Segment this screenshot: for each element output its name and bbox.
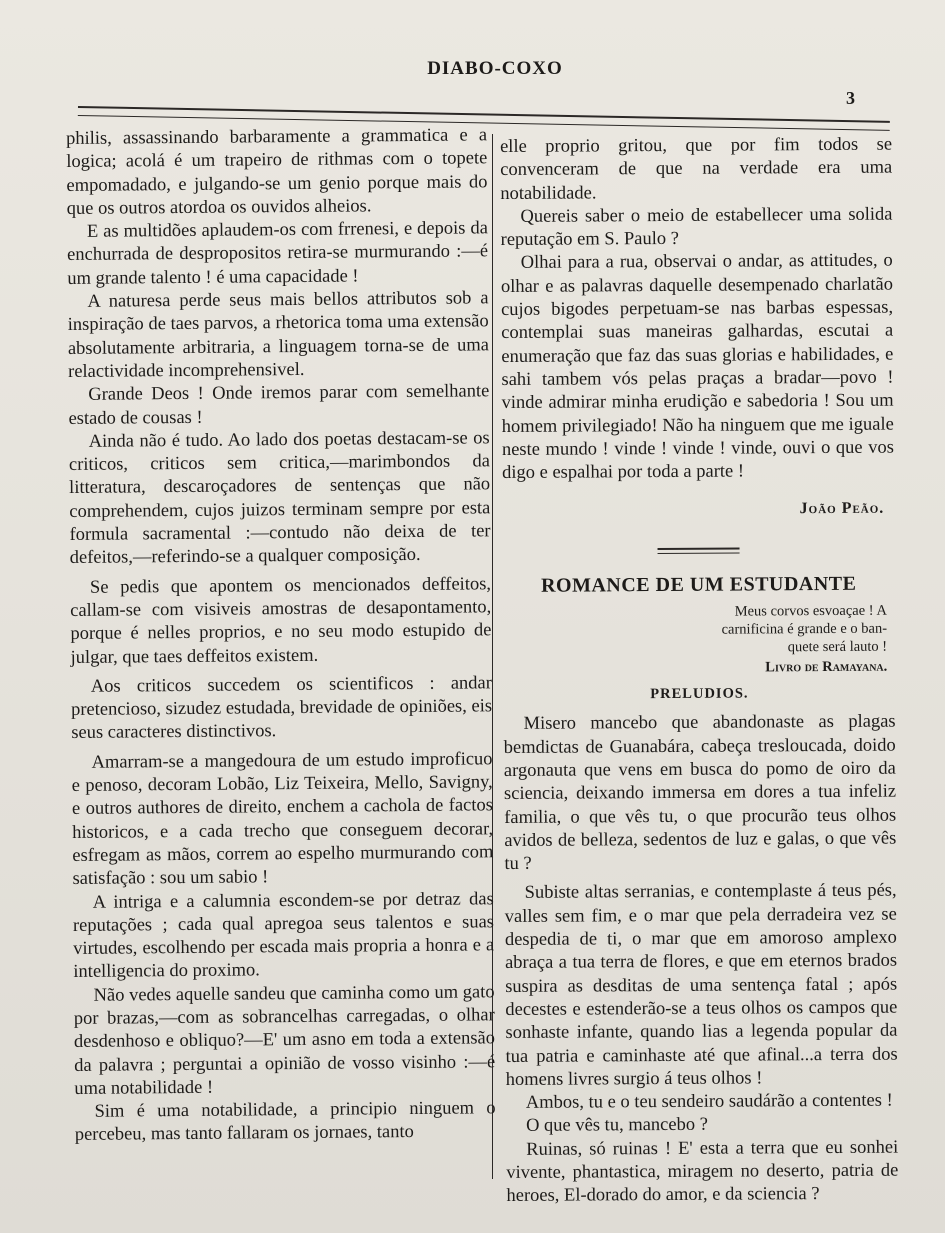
paragraph: elle proprio gritou, que por fim todos se convenceram de que na verdade era uma notabilidade. — [500, 134, 893, 204]
right-column — [500, 134, 899, 1209]
epigraph-source: Livro de Ramayana. — [765, 658, 888, 676]
paragraph: Ambos, tu e o teu sendeiro saudárão a contentes ! — [525, 1090, 893, 1113]
paragraph: Aos criticos succedem os scientificos : andar pretencioso, sizudez estudada, brevidade de opiniões, eis seus caracteres distinctivos. — [70, 673, 493, 744]
paragraph: A intriga e a calumnia escondem-se por detraz das reputações ; cada qual apregoa seus talentos e suas virtudes, escolhendo per escada mais propria a honra e a intelligencia do proximo. — [72, 888, 495, 983]
paragraph: Não vedes aquelle sandeu que caminha como um gato por brazas,—com as sobrancelhas carregadas, o olhar desdenhoso e obliquo?—E' um asno em toda a extensão da palavra ; perguntai a opinião de vosso visinho :—é uma notabilidade ! — [73, 981, 496, 1099]
epigraph-line: quete será lauto ! — [787, 638, 888, 656]
epigraph-line: Meus corvos esvoaçae ! A — [734, 602, 887, 620]
paragraph: O que vês tu, mancebo ? — [525, 1115, 708, 1137]
paragraph: Grande Deos ! Onde iremos parar com semelhante estado de cousas ! — [68, 381, 490, 429]
page-number: 3 — [846, 88, 855, 108]
epigraph — [503, 602, 895, 678]
paragraph: Quereis saber o meio de estabellecer uma solida reputação em S. Paulo ? — [500, 204, 893, 251]
paragraph: Sim é uma notabilidade, a principio ninguem o percebeu, mas tanto fallaram os jornaes, tanto — [74, 1098, 496, 1146]
paragraph: E as multidões aplaudem-os com frrenesi, e depois da enchurrada de despropositos retira-se murmurando :—é um grande talento ! é uma capacidade ! — [67, 218, 489, 289]
masthead-title: DIABO-COXO — [427, 58, 563, 79]
left-column — [66, 124, 496, 1147]
paragraph: Olhai para a rua, observai o andar, as attitudes, o olhar e as palavras daquelle desempenado charlatão cujos bigodes perpetuam-se nas barbas espessas, contemplai suas maneiras galhardas, escutai a enumeração que faz das suas glorias e habilidades, e sahi tambem vós pelas praças a bradar—povo ! vinde admirar minha erudição e sabedoria ! Sou um homem privilegiado! Não ha ninguem que me iguale neste mundo ! vinde ! vinde ! vinde, ouvi o que vos digo e espalhai por toda a parte ! — [500, 251, 894, 484]
paragraph: philis, assassinando barbaramente a grammatica e a logica; acolá é um trapeiro de rithmas com o topete empomadado, e julgando-se um genio porque mais do que os outros atordoa os ouvidos alheios. — [66, 125, 488, 219]
section-title: ROMANCE DE UM ESTUDANTE — [540, 572, 857, 597]
section-divider — [658, 547, 740, 554]
paragraph: Ruinas, só ruinas ! E' esta a terra que eu sonhei vivente, phantastica, miragem no deserto, patria de heroes, El-dorado do amor, e da sciencia ? — [506, 1137, 899, 1207]
paragraph: Ainda não é tudo. Ao lado dos poetas destacam-se os criticos, criticos sem critica,—marimbondos da litteratura, descaroçadores de sentenças que não comprehendem, cujos juizos terminam sempre por esta formula sacramental :—contudo não deixa de ter defeitos,—referindo-se a qualquer composição. — [68, 428, 491, 569]
author-signature: João Peão. — [799, 500, 885, 518]
paragraph: Misero mancebo que abandonaste as plagas bemdictas de Guanabára, cabeça tresloucada, doido argonauta que vens em busca do pomo de oiro da sciencia, deixando immersa em dores a tua infeliz familia, o que vês tu, o que procurão teus olhos avidos de belleza, sedentos de luz e galas, o que vês tu ? — [503, 711, 897, 875]
paragraph: Amarram-se a mangedoura de um estudo improficuo e penoso, decoram Lobão, Liz Teixeira, Mello, Savigny, e outros authores de direito, enchem a cachola de factos historicos, e a cada trecho que conseguem decorar, esfregam as mãos, correm ao espelho murmurando com satisfação : sou um sabio ! — [71, 749, 494, 890]
paragraph: Se pedis que apontem os mencionados deffeitos, callam-se com visiveis amostras de desapontamento, porque é nelles proprios, e no seu modo estupido de julgar, que taes deffeitos existem. — [70, 573, 492, 668]
paragraph: Subiste altas serranias, e contemplaste á teus pés, valles sem fim, e o mar que pela derradeira vez se despedia de ti, o mar que em amoroso amplexo abraça a tua terra de flores, e que em eternos brados suspira as desditas de uma sentença fatal ; após decestes e estenderão-se a teus olhos os campos que sonhaste infante, quando lias a legenda popular da tua patria e caminhaste até que afinal...a terra dos homens livres surgio á teus olhos ! — [504, 881, 898, 1090]
section-subtitle: PRELUDIOS. — [650, 685, 749, 703]
paragraph: A naturesa perde seus mais bellos attributos sob a inspiração de taes parvos, a rhetorica toma uma extensão absolutamente arbitraria, a linguagem torna-se de uma relactividade incomprehensivel. — [67, 288, 489, 382]
epigraph-line: carnificina é grande e o ban- — [721, 620, 888, 638]
